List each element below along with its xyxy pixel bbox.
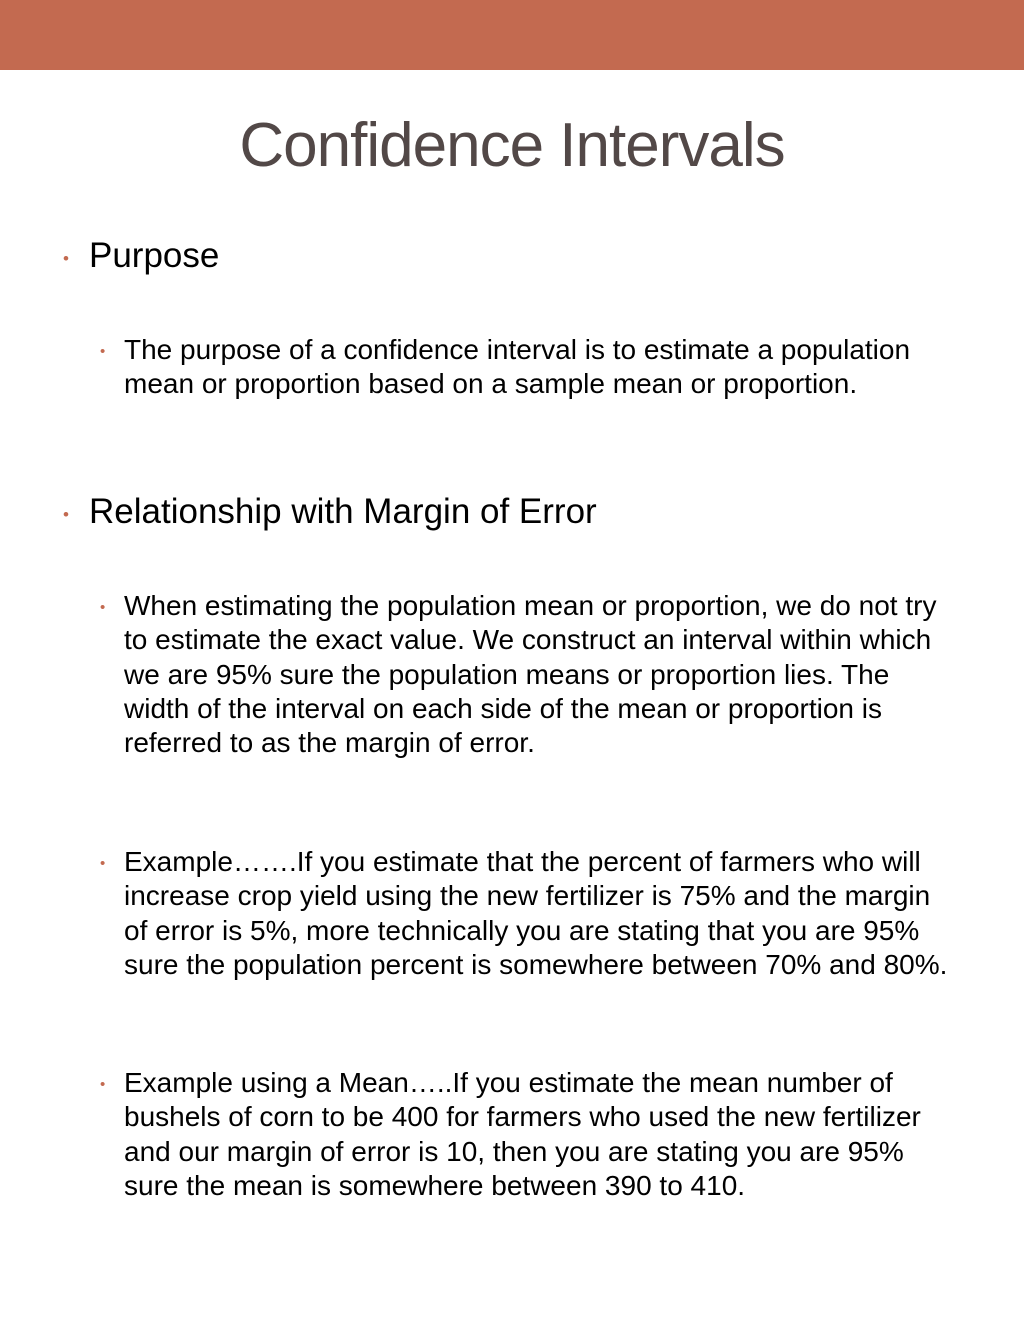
bullet-dot-icon: • [63,249,69,268]
sub-bullet-mean-example [100,1066,960,1203]
sub-bullet-margin-of-error-explanation [100,589,960,760]
sub-bullet-text: Example using a Mean…..If you estimate the mean number of bushels of corn to be 400 for farmers who used the new fertilizer and our margin of error is 10, then you are stating you are 95% sure the mean is somewhere between 390 to 410. [124,1067,921,1201]
bullet-dot-icon: • [100,855,106,872]
bullet-relationship-margin-of-error [63,492,993,532]
top-accent-bar [0,0,1024,70]
bullet-dot-icon: • [100,1076,106,1093]
bullet-dot-icon: • [100,599,106,616]
sub-bullet-percent-example [100,845,960,982]
bullet-text: Relationship with Margin of Error [89,492,597,531]
bullet-purpose [63,236,993,276]
sub-bullet-text: The purpose of a confidence interval is to estimate a population mean or proportion based on a sample mean or proportion. [124,334,911,400]
bullet-dot-icon: • [63,505,69,524]
slide-title: Confidence Intervals [239,111,785,180]
sub-bullet-text: When estimating the population mean or proportion, we do not try to estimate the exact value. We construct an interval within which we are 95% sure the population means or proportion lies. The width of the interval on each side of the mean or proportion is referred to as the margin of error. [124,590,937,759]
bullet-dot-icon: • [100,343,106,360]
sub-bullet-text: Example…….If you estimate that the percent of farmers who will increase crop yield using the new fertilizer is 75% and the margin of error is 5%, more technically you are stating that you are 95% sure the population percent is somewhere between 70% and 80%. [124,846,948,980]
bullet-text: Purpose [89,236,220,275]
sub-bullet-purpose-definition [100,333,960,402]
